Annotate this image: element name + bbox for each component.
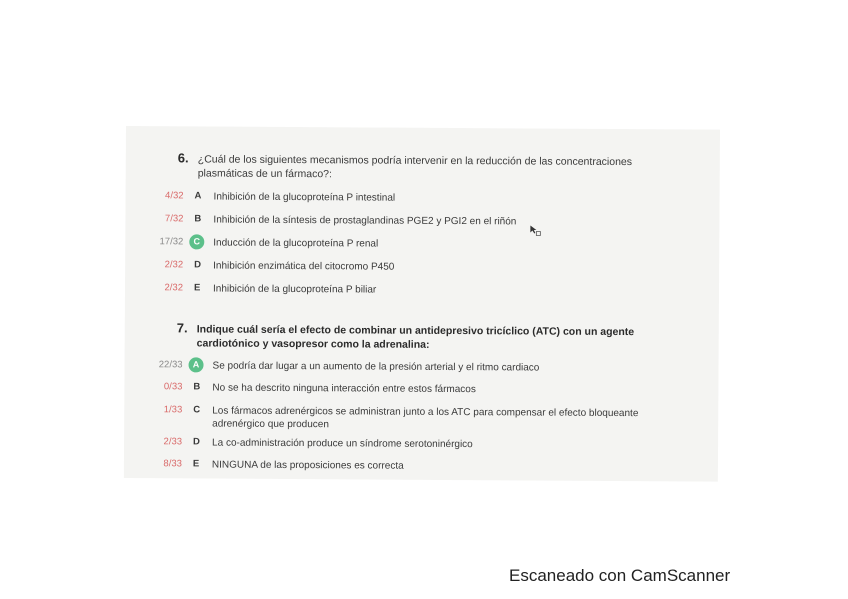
option-score: 8/33	[163, 458, 182, 470]
question-7	[125, 320, 719, 472]
option-letter: C	[193, 404, 201, 416]
option-d	[124, 434, 718, 456]
option-text: Inhibición enzimática del citocromo P450	[213, 260, 395, 273]
scanned-page	[124, 126, 720, 482]
correct-answer-badge: A	[188, 357, 203, 372]
option-c	[125, 234, 719, 256]
option-d	[125, 257, 719, 279]
question-6	[126, 150, 720, 296]
option-score: 4/32	[165, 190, 184, 202]
option-b	[125, 211, 719, 233]
option-text: Inhibición de la glucoproteína P intestinal	[213, 191, 396, 204]
cursor-icon	[529, 224, 541, 236]
option-letter: B	[193, 381, 201, 393]
option-text: Inhibición de la glucoproteína P biliar	[212, 283, 377, 296]
question-text: Indique cuál sería el efecto de combinar un antidepresivo tricíclico (ATC) con un agente cardiotónico y vasopresor como la adrenalina:	[196, 323, 635, 351]
correct-answer-badge: C	[189, 234, 204, 249]
option-e	[125, 280, 719, 302]
option-text: No se ha descrito ninguna interacción entre estos fármacos	[212, 382, 476, 396]
option-text: La co-administración produce un síndrome serotoninérgico	[212, 437, 473, 451]
question-header	[176, 320, 677, 351]
option-b	[124, 379, 718, 401]
option-text: Se podría dar lugar a un aumento de la presión arterial y el ritmo cardiaco	[212, 360, 540, 374]
option-text: Inducción de la glucoproteína P renal	[213, 237, 379, 250]
option-score: 0/33	[163, 381, 183, 393]
option-score: 2/32	[164, 259, 184, 271]
question-number: 6.	[177, 150, 189, 166]
option-letter: B	[194, 213, 202, 225]
question-header	[177, 150, 678, 181]
option-score: 17/32	[159, 236, 184, 248]
option-c	[124, 402, 718, 436]
option-letter: E	[193, 282, 201, 294]
option-score: 2/33	[163, 436, 183, 448]
question-text: ¿Cuál de los siguientes mecanismos podría intervenir en la reducción de las concentraciones plasmáticas de un fármaco?:	[197, 153, 633, 181]
option-text: Los fármacos adrenérgicos se administran junto a los ATC para compensar el efecto bloqueante adrenérgico que producen	[212, 405, 639, 431]
option-a	[124, 357, 718, 379]
option-text: Inhibición de la síntesis de prostaglandinas PGE2 y PGI2 en el riñón	[213, 214, 517, 228]
option-letter: D	[194, 259, 202, 271]
option-score: 7/32	[164, 213, 184, 225]
option-letter: A	[194, 190, 202, 202]
option-a	[126, 188, 720, 210]
option-score: 22/33	[158, 359, 183, 371]
option-score: 1/33	[163, 404, 183, 416]
question-number: 7.	[176, 320, 188, 336]
option-e	[124, 456, 718, 478]
option-letter: D	[193, 436, 200, 448]
option-score: 2/32	[164, 282, 184, 294]
camscanner-watermark: Escaneado con CamScanner	[509, 566, 731, 585]
option-text: NINGUNA de las proposiciones es correcta	[211, 459, 404, 472]
option-letter: E	[192, 458, 200, 470]
